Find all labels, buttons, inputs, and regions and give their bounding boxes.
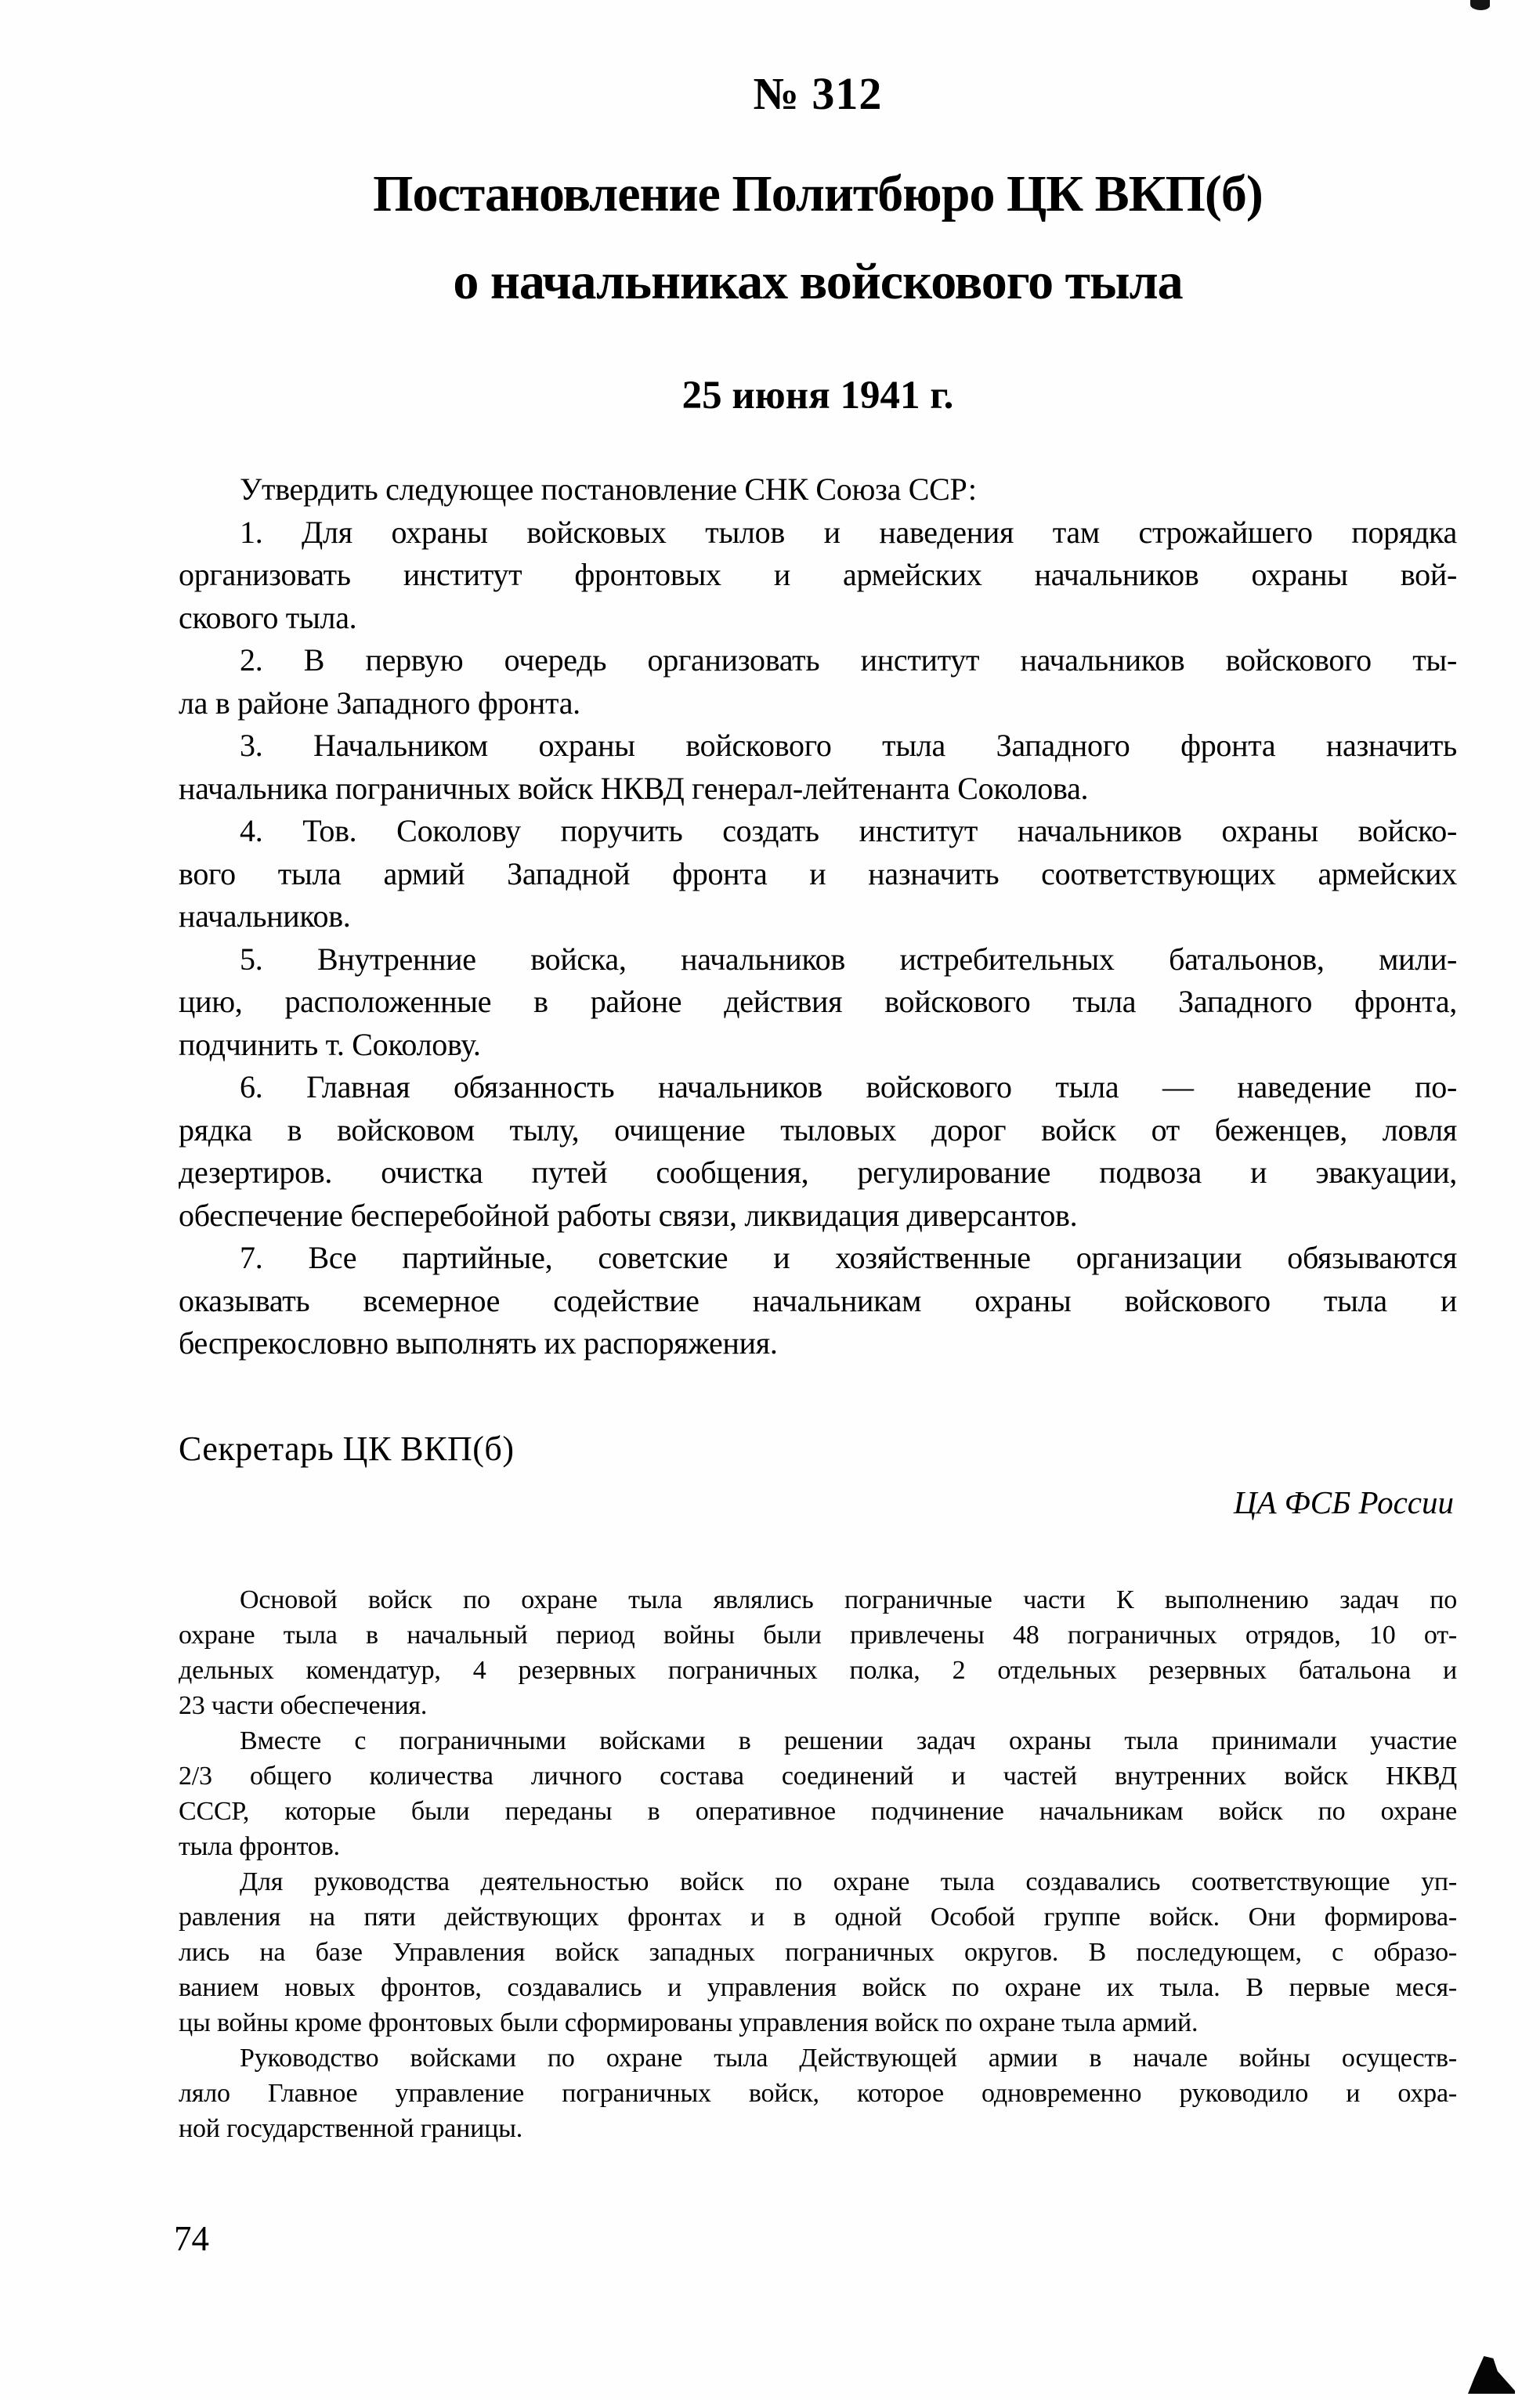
text-line: обеспечение бесперебойной работы связи, ликвидация диверсантов. (179, 1197, 1078, 1233)
text-line: 1. Для охраны войсковых тылов и наведения там строжайшего порядка (240, 514, 1457, 550)
text-line: беспрекословно выполнять их распоряжения. (179, 1325, 778, 1361)
text-line: Утвердить следующее постановление СНК Союза ССР: (240, 472, 977, 507)
document-title-line1: Постановление Политбюро ЦК ВКП(б) (373, 165, 1263, 222)
text-line: дезертиров. очистка путей сообщения, регулирование подвоза и эвакуации, (179, 1155, 1457, 1190)
text-line: охране тыла в начальный период войны были привлечены 48 пограничных отрядов, 10 от- (179, 1621, 1457, 1650)
text-line: равления на пяти действующих фронтах и в одной Особой группе войск. Они формирова- (179, 1903, 1457, 1932)
text-line: подчинить т. Соколову. (179, 1026, 481, 1062)
document-date: 25 июня 1941 г. (681, 374, 954, 417)
text-line: Руководство войсками по охране тыла Действующей армии в начале войны осуществ- (240, 2044, 1457, 2073)
text-line: 3. Начальником охраны войскового тыла Западного фронта назначить (240, 728, 1457, 763)
resolution-body (179, 468, 1457, 1365)
document-title (179, 150, 1457, 326)
text-line: скового тыла. (179, 599, 357, 635)
paragraph (179, 725, 1457, 810)
paragraph (179, 1723, 1457, 1864)
signature-line: Секретарь ЦК ВКП(б) (179, 1430, 515, 1468)
text-line: вого тыла армий Западной фронта и назначить соответствующих армейских (179, 855, 1457, 891)
text-line: дельных комендатур, 4 резервных пограничных полка, 2 отдельных резервных батальона и (179, 1656, 1457, 1685)
paragraph (179, 1066, 1457, 1237)
text-line: 4. Тов. Соколову поручить создать институт начальников охраны войско- (240, 813, 1457, 848)
document-number: № 312 (753, 68, 883, 119)
page-number: 74 (174, 2219, 209, 2258)
text-line: Вместе с пограничными войсками в решении задач охраны тыла принимали участие (240, 1726, 1457, 1755)
text-line: СССР, которые были переданы в оперативное подчинение начальникам войск по охране (179, 1797, 1457, 1826)
paragraph (179, 468, 1457, 511)
text-line: Для руководства деятельностью войск по охране тыла создавались соответствующие уп- (240, 1867, 1457, 1896)
paragraph (179, 1582, 1457, 1723)
text-line: ляло Главное управление пограничных войск, которое одновременно руководило и охра- (179, 2079, 1457, 2108)
text-line: 7. Все партийные, советские и хозяйственные организации обязываются (240, 1240, 1457, 1275)
text-line: начальников. (179, 898, 351, 934)
paragraph (179, 639, 1457, 725)
document-title-line2: о начальниках войскового тыла (453, 253, 1183, 310)
text-line: цы войны кроме фронтовых были сформированы управления войск по охране тыла армий. (179, 2008, 1198, 2037)
text-line: 6. Главная обязанность начальников войскового тыла — наведение по- (240, 1069, 1457, 1104)
paragraph (179, 938, 1457, 1067)
text-line: оказывать всемерное содействие начальникам охраны войскового тыла и (179, 1282, 1457, 1318)
text-line: организовать институт фронтовых и армейских начальников охраны вой- (179, 557, 1457, 592)
text-line: 5. Внутренние войска, начальников истребительных батальонов, мили- (240, 941, 1457, 977)
archive-source: ЦА ФСБ России (1233, 1484, 1454, 1520)
scan-speck-top (1470, 0, 1490, 10)
paragraph (179, 810, 1457, 938)
text-column (174, 0, 1457, 2400)
text-line: лись на базе Управления войск западных пограничных округов. В последующем, с образо- (179, 1938, 1457, 1967)
scan-blot-corner (1468, 2356, 1515, 2394)
text-line: ла в районе Западного фронта. (179, 685, 580, 721)
text-line: рядка в войсковом тылу, очищение тыловых дорог войск от беженцев, ловля (179, 1111, 1457, 1148)
text-line: цию, расположенные в районе действия войскового тыла Западного фронта, (179, 984, 1457, 1019)
text-line: начальника пограничных войск НКВД генерал-лейтенанта Соколова. (179, 770, 1089, 806)
paragraph (179, 1864, 1457, 2040)
text-line: ванием новых фронтов, создавались и управления войск по охране их тыла. В первые меся- (179, 1973, 1457, 2002)
paragraph (179, 2040, 1457, 2146)
text-line: 23 части обеспечения. (179, 1691, 428, 1720)
text-line: ной государственной границы. (179, 2114, 523, 2143)
paragraph (179, 1237, 1457, 1365)
text-line: Основой войск по охране тыла являлись пограничные части К выполнению задач по (240, 1585, 1457, 1614)
paragraph (179, 511, 1457, 640)
commentary (179, 1582, 1457, 2146)
text-line: 2/3 общего количества личного состава соединений и частей внутренних войск НКВД (179, 1762, 1457, 1791)
text-line: тыла фронтов. (179, 1832, 340, 1861)
text-line: 2. В первую очередь организовать институт начальников войскового ты- (240, 642, 1457, 678)
